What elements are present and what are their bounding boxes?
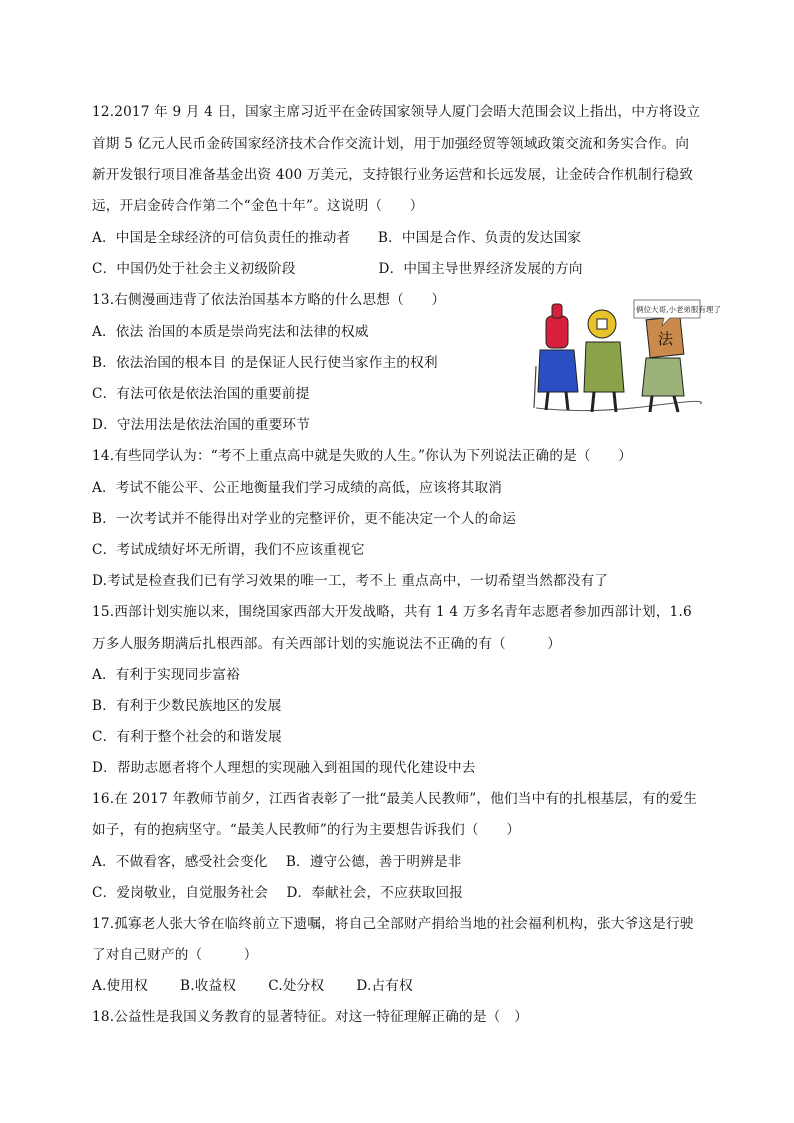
cartoon-figure-law-book xyxy=(642,316,684,412)
q14-option-d: D.考试是检查我们已有学习效果的唯一工，考不上 重点高中，一切希望当然都没有了 xyxy=(92,573,609,589)
q14-option-c: C．考试成绩好坏无所谓，我们不应该重视它 xyxy=(92,542,365,558)
q14-stem: 14.有些同学认为：“考不上重点高中就是失败的人生。”你认为下列说法正确的是（ ） xyxy=(92,448,633,464)
q12-options-cd: C．中国仍处于社会主义初级阶段 D．中国主导世界经济发展的方向 xyxy=(92,261,583,277)
q13-option-c: C．有法可依是依法治国的重要前提 xyxy=(92,386,310,402)
cartoon-figure-seal xyxy=(534,304,578,410)
q12-options-ab: A．中国是全球经济的可信负责任的推动者 B．中国是合作、负责的发达国家 xyxy=(92,230,582,246)
q12-stem-line-1: 12.2017 年 9 月 4 日，国家主席习近平在金砖国家领导人厦门会晤大范围会议上指出，中方将设立 xyxy=(92,104,701,120)
q15-option-b: B．有利于少数民族地区的发展 xyxy=(92,698,282,714)
law-book-label: 法 xyxy=(658,330,674,348)
cartoon-caption: 俩位大哥,小老弟服有理了 xyxy=(636,305,721,314)
q18-stem: 18.公益性是我国义务教育的显著特征。对这一特征理解正确的是（ ） xyxy=(92,1009,529,1025)
q17-options: A.使用权 B.收益权 C.处分权 D.占有权 xyxy=(92,978,413,994)
cartoon-figure-coin xyxy=(584,310,624,412)
q13-option-d: D．守法用法是依法治国的重要环节 xyxy=(92,417,311,433)
q13-option-b: B．依法治国的根本目 的是保证人民行使当家作主的权利 xyxy=(92,355,438,371)
q14-option-a: A．考试不能公平、公正地衡量我们学习成绩的高低，应该将其取消 xyxy=(92,480,503,496)
q12-stem-line-3: 新开发银行项目准备基金出资 400 万美元，支持银行业务运营和长远发展，让金砖合作机制行稳致 xyxy=(92,167,694,183)
q14-option-b: B．一次考试并不能得出对学业的完整评价，更不能决定一个人的命运 xyxy=(92,511,516,527)
q16-stem-line-1: 16.在 2017 年教师节前夕，江西省表彰了一批“最美人民教师”，他们当中有的扎根基层，有的爱生 xyxy=(92,791,698,807)
q16-stem-line-2: 如子，有的抱病坚守。“最美人民教师”的行为主要想告诉我们（ ） xyxy=(92,822,521,838)
q17-stem-line-2: 了对自己财产的（ ） xyxy=(92,947,258,963)
q15-option-a: A．有利于实现同步富裕 xyxy=(92,667,240,683)
q15-option-c: C．有利于整个社会的和谐发展 xyxy=(92,729,282,745)
q15-stem-line-2: 万多人服务期满后扎根西部。有关西部计划的实施说法不正确的有（ ） xyxy=(92,636,561,652)
q12-stem-line-2: 首期 5 亿元人民币金砖国家经济技术合作交流计划，用于加强经贸等领域政策交流和务实合作。向 xyxy=(92,136,690,152)
q15-option-d: D．帮助志愿者将个人理想的实现融入到祖国的现代化建设中去 xyxy=(92,760,476,776)
q12-stem-line-4: 远，开启金砖合作第二个“金色十年”。这说明（ ） xyxy=(92,198,424,214)
q13-stem: 13.右侧漫画违背了依法治国基本方略的什么思想（ ） xyxy=(92,292,446,308)
q16-options-ab: A．不做看客，感受社会变化 B．遵守公德，善于明辨是非 xyxy=(92,854,462,870)
q13-option-a: A．依法 治国的本质是崇尚宪法和法律的权威 xyxy=(92,324,369,340)
q16-options-cd: C．爱岗敬业，自觉服务社会 D．奉献社会，不应获取回报 xyxy=(92,885,464,901)
law-cartoon-illustration xyxy=(530,296,721,422)
q15-stem-line-1: 15.西部计划实施以来，围绕国家西部大开发战略，共有 1 4 万多名青年志愿者参加西部计划，1.6 xyxy=(92,604,692,620)
q17-stem-line-1: 17.孤寡老人张大爷在临终前立下遗嘱，将自己全部财产捐给当地的社会福利机构，张大爷这是行驶 xyxy=(92,916,694,932)
